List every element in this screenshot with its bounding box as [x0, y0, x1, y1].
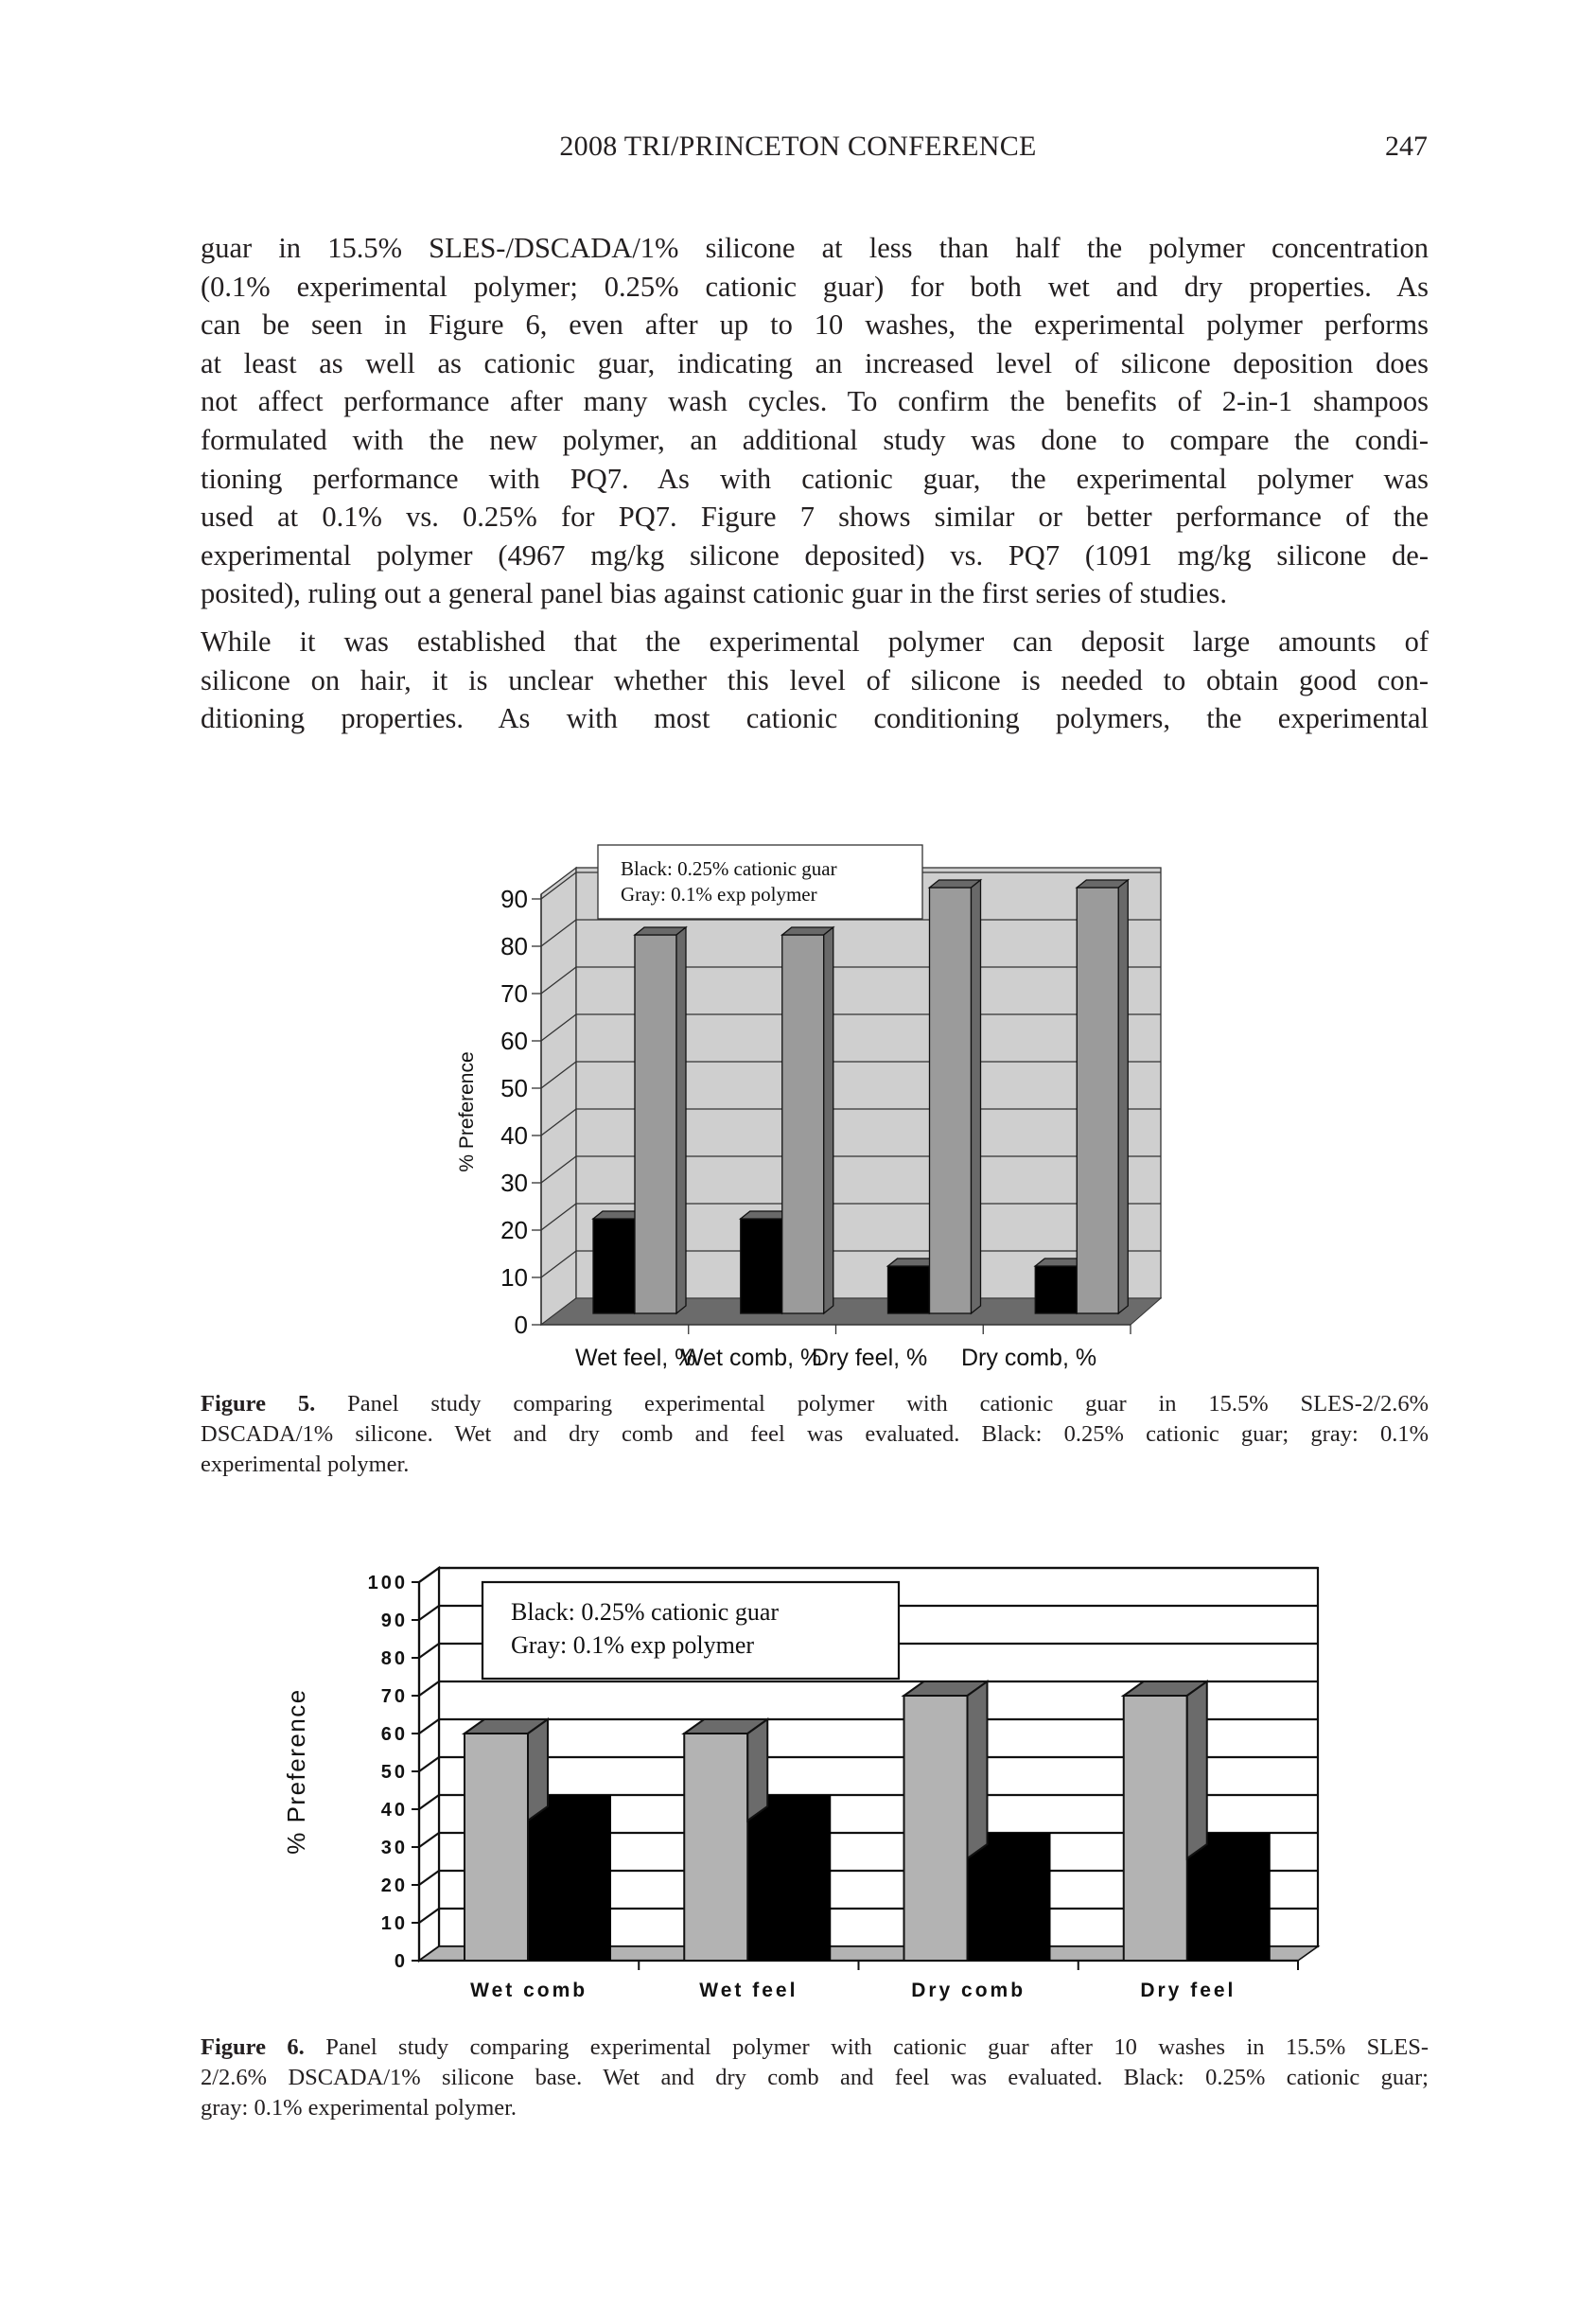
- page-number: 247: [1385, 131, 1428, 162]
- figure-5-label: Figure 5.: [201, 1391, 316, 1417]
- y-axis-label: % Preference: [456, 1051, 478, 1172]
- bar: [684, 1734, 747, 1961]
- x-category-label: Dry feel, %: [812, 1345, 928, 1371]
- page-header: [0, 131, 1596, 168]
- bar: [1187, 1833, 1271, 1961]
- text-line: tioning performance with PQ7. As with cationic guar, the experimental polymer was: [201, 462, 1429, 495]
- bar: [593, 1219, 635, 1313]
- paragraph-1: [201, 229, 1429, 613]
- figure-5-caption: [201, 1389, 1429, 1480]
- y-tick-label: 20: [500, 1216, 528, 1244]
- x-category-label: Wet comb, %: [681, 1345, 822, 1371]
- figure-6-label: Figure 6.: [201, 2034, 305, 2060]
- caption-line: Panel study comparing experimental polymer with cationic guar after 10 washes in 15.5% SLES-: [304, 2034, 1429, 2060]
- bar: [930, 888, 972, 1313]
- bar: [1077, 888, 1118, 1313]
- text-line: can be seen in Figure 6, even after up to 10 washes, the experimental polymer performs: [201, 308, 1429, 342]
- y-axis-label: % Preference: [284, 1688, 310, 1855]
- bar: [1035, 1266, 1077, 1313]
- figure-6-chart: [284, 1561, 1343, 2016]
- caption-line: experimental polymer.: [201, 1452, 410, 1477]
- y-tick-label: 40: [380, 1800, 408, 1821]
- legend-line: Gray: 0.1% exp polymer: [621, 883, 817, 906]
- text-line: ditioning properties. As with most cationic conditioning polymers, the experimental: [201, 702, 1429, 735]
- bar: [528, 1795, 611, 1961]
- text-line: used at 0.1% vs. 0.25% for PQ7. Figure 7 shows similar or better performance of the: [201, 501, 1429, 534]
- text-line: While it was established that the experimental polymer can deposit large amounts of: [201, 625, 1429, 658]
- bar: [968, 1833, 1051, 1961]
- x-category-label: Dry comb: [911, 1980, 1026, 2001]
- bar: [635, 935, 676, 1313]
- text-line: silicone on hair, it is unclear whether this level of silicone is needed to obtain good con-: [201, 663, 1429, 696]
- legend-line: Black: 0.25% cationic guar: [511, 1598, 780, 1626]
- x-category-label: Wet feel: [699, 1980, 798, 2001]
- y-tick-label: 10: [380, 1913, 408, 1934]
- y-tick-label: 0: [514, 1311, 528, 1339]
- bar: [465, 1734, 528, 1961]
- y-tick-label: 10: [500, 1263, 528, 1292]
- x-category-label: Dry feel: [1140, 1980, 1236, 2001]
- x-category-label: Wet feel, %: [575, 1345, 696, 1371]
- paragraph-2: [201, 623, 1429, 738]
- side-wall: [541, 868, 576, 1325]
- y-tick-label: 60: [380, 1724, 408, 1745]
- y-tick-label: 40: [500, 1121, 528, 1150]
- text-line: not affect performance after many wash cycles. To confirm the benefits of 2-in-1 shampoos: [201, 385, 1429, 418]
- x-category-label: Dry comb, %: [961, 1345, 1097, 1371]
- y-tick-label: 90: [380, 1611, 408, 1631]
- y-tick-label: 30: [380, 1838, 408, 1858]
- caption-line: gray: 0.1% experimental polymer.: [201, 2095, 517, 2121]
- figure-6-caption: [201, 2033, 1429, 2123]
- legend-line: Black: 0.25% cationic guar: [621, 857, 837, 880]
- legend-line: Gray: 0.1% exp polymer: [511, 1631, 755, 1659]
- y-tick-label: 100: [367, 1573, 408, 1593]
- y-tick-label: 0: [394, 1951, 408, 1972]
- y-tick-label: 70: [500, 979, 528, 1008]
- bar: [747, 1795, 831, 1961]
- text-line: at least as well as cationic guar, indicating an increased level of silicone deposition does: [201, 346, 1429, 379]
- y-tick-label: 60: [500, 1027, 528, 1055]
- y-tick-label: 30: [500, 1169, 528, 1197]
- y-tick-label: 80: [500, 932, 528, 960]
- text-line: posited), ruling out a general panel bias against cationic guar in the first series of studies.: [201, 577, 1227, 610]
- x-category-label: Wet comb: [470, 1980, 588, 2001]
- y-tick-label: 50: [500, 1074, 528, 1102]
- legend: [598, 845, 922, 919]
- y-tick-label: 50: [380, 1762, 408, 1783]
- running-head: 2008 TRI/PRINCETON CONFERENCE: [559, 131, 1037, 162]
- body-text: [201, 229, 1429, 738]
- bar: [1124, 1696, 1187, 1961]
- bar: [782, 935, 824, 1313]
- bar: [741, 1219, 782, 1313]
- figure-5-chart: [435, 833, 1192, 1382]
- y-tick-label: 20: [380, 1875, 408, 1896]
- y-tick-label: 70: [380, 1686, 408, 1707]
- caption-line: 2/2.6% DSCADA/1% silicone base. Wet and dry comb and feel was evaluated. Black: 0.25% cationic guar;: [201, 2065, 1429, 2090]
- text-line: (0.1% experimental polymer; 0.25% cationic guar) for both wet and dry properties. As: [201, 270, 1429, 303]
- y-tick-label: 80: [380, 1648, 408, 1669]
- y-tick-label: 90: [500, 885, 528, 913]
- text-line: formulated with the new polymer, an additional study was done to compare the condi-: [201, 423, 1429, 456]
- legend: [482, 1582, 899, 1679]
- bar: [888, 1266, 930, 1313]
- caption-line: DSCADA/1% silicone. Wet and dry comb and feel was evaluated. Black: 0.25% cationic guar; gray: 0.1%: [201, 1421, 1429, 1447]
- caption-line: Panel study comparing experimental polymer with cationic guar in 15.5% SLES-2/2.6%: [315, 1391, 1429, 1417]
- text-line: experimental polymer (4967 mg/kg silicone deposited) vs. PQ7 (1091 mg/kg silicone de-: [201, 538, 1429, 572]
- text-line: guar in 15.5% SLES-/DSCADA/1% silicone at less than half the polymer concentration: [201, 232, 1429, 264]
- bar: [904, 1696, 968, 1961]
